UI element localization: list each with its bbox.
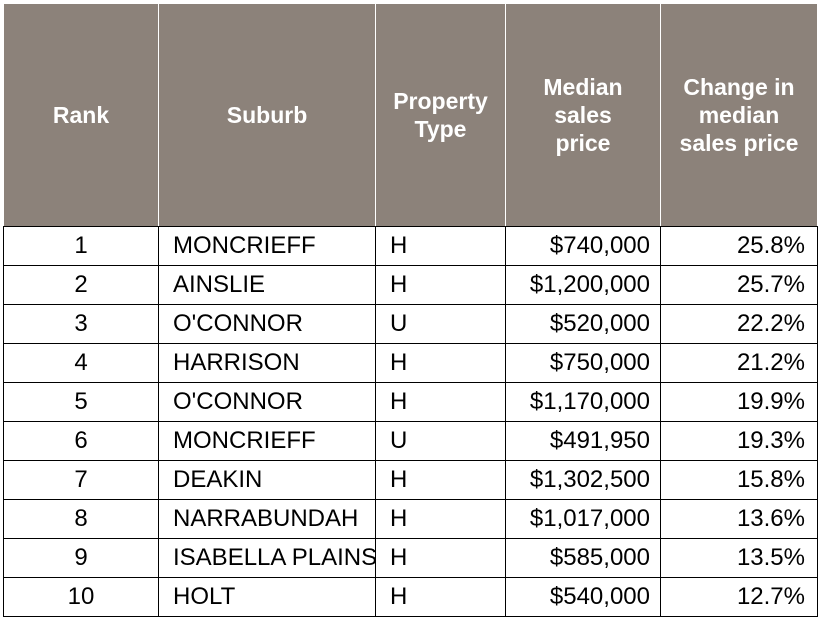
cell-suburb: MONCRIEFF — [159, 422, 376, 461]
cell-suburb: MONCRIEFF — [159, 227, 376, 266]
header-median-price-label: Median sales price — [543, 74, 623, 156]
table-row — [4, 305, 818, 344]
cell-change: 21.2% — [661, 344, 818, 383]
cell-rank: 9 — [4, 539, 159, 578]
cell-property-type: H — [376, 227, 506, 266]
cell-property-type: H — [376, 539, 506, 578]
cell-change: 13.5% — [661, 539, 818, 578]
cell-property-type: H — [376, 344, 506, 383]
cell-suburb: HARRISON — [159, 344, 376, 383]
cell-property-type: H — [376, 578, 506, 617]
cell-median-price: $1,302,500 — [506, 461, 661, 500]
cell-property-type: H — [376, 383, 506, 422]
cell-median-price: $585,000 — [506, 539, 661, 578]
header-rank: Rank — [4, 4, 159, 227]
cell-property-type: H — [376, 461, 506, 500]
cell-suburb: O'CONNOR — [159, 305, 376, 344]
table-row — [4, 461, 818, 500]
cell-median-price: $1,200,000 — [506, 266, 661, 305]
table-row — [4, 227, 818, 266]
table-row — [4, 578, 818, 617]
cell-change: 12.7% — [661, 578, 818, 617]
table-row — [4, 500, 818, 539]
cell-rank: 4 — [4, 344, 159, 383]
cell-change: 22.2% — [661, 305, 818, 344]
cell-property-type: U — [376, 305, 506, 344]
cell-change: 19.9% — [661, 383, 818, 422]
header-median-price — [506, 4, 661, 227]
cell-change: 25.8% — [661, 227, 818, 266]
cell-median-price: $740,000 — [506, 227, 661, 266]
cell-rank: 8 — [4, 500, 159, 539]
cell-rank: 6 — [4, 422, 159, 461]
table-body — [4, 227, 818, 617]
header-change-label: Change in median sales price — [679, 74, 799, 156]
cell-rank: 10 — [4, 578, 159, 617]
cell-median-price: $750,000 — [506, 344, 661, 383]
cell-rank: 1 — [4, 227, 159, 266]
header-suburb: Suburb — [159, 4, 376, 227]
cell-suburb: DEAKIN — [159, 461, 376, 500]
suburb-price-table — [3, 3, 818, 617]
cell-suburb: HOLT — [159, 578, 376, 617]
table-row — [4, 344, 818, 383]
cell-median-price: $1,170,000 — [506, 383, 661, 422]
cell-median-price: $1,017,000 — [506, 500, 661, 539]
table-header — [4, 4, 818, 227]
table-row — [4, 383, 818, 422]
cell-change: 13.6% — [661, 500, 818, 539]
cell-suburb: ISABELLA PLAINS — [159, 539, 376, 578]
table-row — [4, 539, 818, 578]
cell-property-type: H — [376, 266, 506, 305]
table-row — [4, 266, 818, 305]
cell-suburb: O'CONNOR — [159, 383, 376, 422]
header-change — [661, 4, 818, 227]
table-row — [4, 422, 818, 461]
cell-suburb: AINSLIE — [159, 266, 376, 305]
cell-property-type: H — [376, 500, 506, 539]
cell-median-price: $520,000 — [506, 305, 661, 344]
cell-change: 25.7% — [661, 266, 818, 305]
cell-change: 19.3% — [661, 422, 818, 461]
header-property-type — [376, 4, 506, 227]
cell-median-price: $540,000 — [506, 578, 661, 617]
cell-rank: 5 — [4, 383, 159, 422]
cell-change: 15.8% — [661, 461, 818, 500]
header-row — [4, 4, 818, 227]
cell-rank: 3 — [4, 305, 159, 344]
header-property-type-label: Property Type — [393, 88, 488, 142]
cell-property-type: U — [376, 422, 506, 461]
cell-rank: 7 — [4, 461, 159, 500]
cell-rank: 2 — [4, 266, 159, 305]
cell-median-price: $491,950 — [506, 422, 661, 461]
cell-suburb: NARRABUNDAH — [159, 500, 376, 539]
